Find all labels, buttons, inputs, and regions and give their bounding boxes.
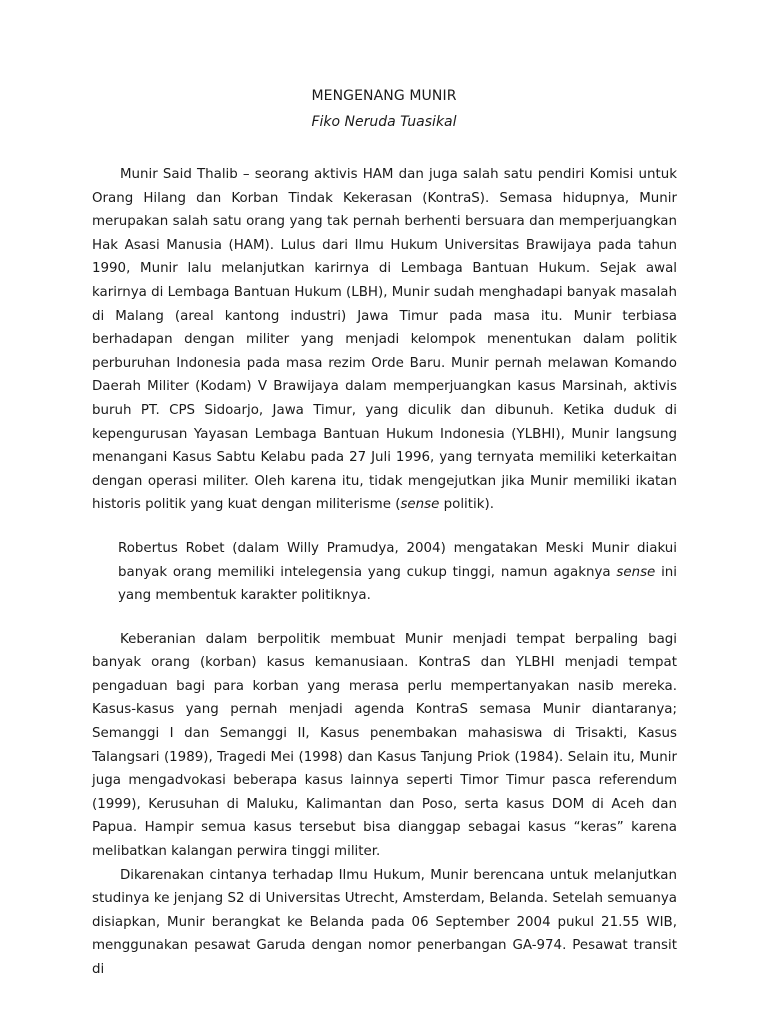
paragraph-3: Dikarenakan cintanya terhadap Ilmu Hukum, Munir berencana untuk melanjutkan studinya ke jenjang S2 di Universitas Utrecht, Amsterdam, Belanda. Setelah semuanya disiapkan, Munir berangkat ke Belanda pada 06 September 2004 pukul 21.55 WIB, menggunakan pesawat Garuda dengan nomor penerbangan GA-974. Pesawat transit di <box>92 867 677 977</box>
block-quote <box>118 537 677 608</box>
document-author: Fiko Neruda Tuasikal <box>311 114 457 130</box>
paragraph-1-text: Munir Said Thalib – seorang aktivis HAM dan juga salah satu pendiri Komisi untuk Orang Hilang dan Korban Tindak Kekerasan (KontraS). Semasa hidupnya, Munir merupakan salah satu orang yang tak pernah berhenti bersuara dan memperjuangkan Hak Asasi Manusia (HAM). Lulus dari Ilmu Hukum Universitas Brawijaya pada tahun 1990, Munir lalu melanjutkan karirnya di Lembaga Bantuan Hukum. Sejak awal karirnya di Lembaga Bantuan Hukum (LBH), Munir sudah menghadapi banyak masalah di Malang (areal kantong industri) Jawa Timur pada masa itu. Munir terbiasa berhadapan dengan militer yang menjadi kelompok menentukan dalam politik perburuhan Indonesia pada masa rezim Orde Baru. Munir pernah melawan Komando Daerah Militer (Kodam) V Brawijaya dalam memperjuangkan kasus Marsinah, aktivis buruh PT. CPS Sidoarjo, Jawa Timur, yang diculik dan dibunuh. Ketika duduk di kepengurusan Yayasan Lembaga Bantuan Hukum Indonesia (YLBHI), Munir langsung menangani Kasus Sabtu Kelabu pada 27 Juli 1996, yang ternyata memiliki keterkaitan dengan operasi militer. Oleh karena itu, tidak mengejutkan jika Munir memiliki ikatan historis politik yang kuat dengan militerisme ( <box>92 167 677 513</box>
paragraph-1-italic: sense <box>400 497 440 513</box>
paragraph-1-end: politik). <box>439 497 494 513</box>
quote-italic: sense <box>616 564 656 580</box>
quote-text: Robertus Robet (dalam Willy Pramudya, 2004) mengatakan Meski Munir diakui banyak orang memiliki intelegensia yang cukup tinggi, namun agaknya <box>118 540 677 580</box>
quote-end: ini yang membentuk karakter politiknya. <box>118 564 677 604</box>
document-body <box>92 163 677 982</box>
paragraph-2: Keberanian dalam berpolitik membuat Munir menjadi tempat berpaling bagi banyak orang (korban) kasus kemanusiaan. KontraS dan YLBHI menjadi tempat pengaduan bagi para korban yang merasa perlu mempertanyakan nasib mereka. Kasus-kasus yang pernah menjadi agenda KontraS semasa Munir diantaranya; Semanggi I dan Semanggi II, Kasus penembakan mahasiswa di Trisakti, Kasus Talangsari (1989), Tragedi Mei (1998) dan Kasus Tanjung Priok (1984). Selain itu, Munir juga mengadvokasi beberapa kasus lainnya seperti Timor Timur pasca referendum (1999), Kerusuhan di Maluku, Kalimantan dan Poso, serta kasus DOM di Aceh dan Papua. Hampir semua kasus tersebut bisa dianggap sebagai kasus “keras” karena melibatkan kalangan perwira tinggi militer. <box>92 631 677 860</box>
paragraph-1 <box>92 163 677 517</box>
document-title: MENGENANG MUNIR <box>311 88 457 104</box>
